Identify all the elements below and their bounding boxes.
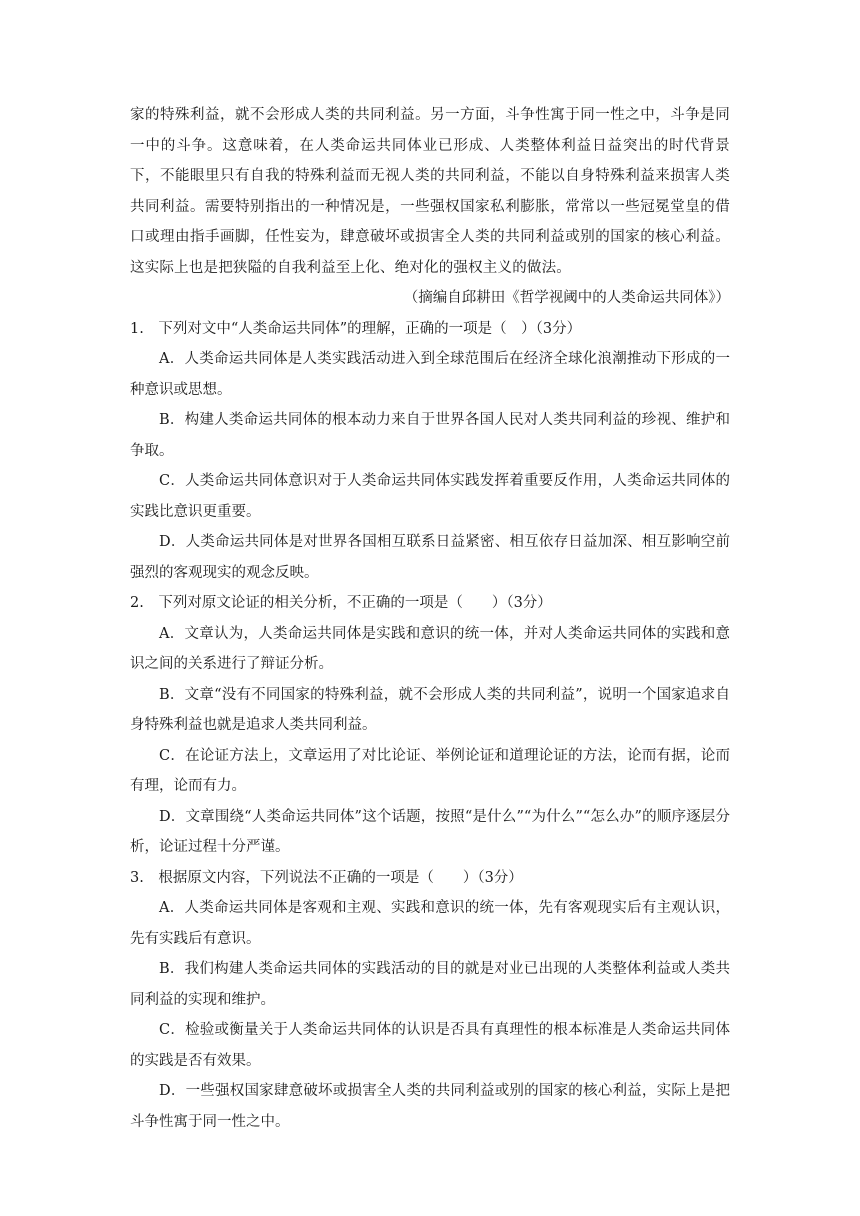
option-d: D．人类命运共同体是对世界各国相互联系日益紧密、相互依存日益加深、相互影响空前强烈的客观现实的观念反映。: [130, 534, 730, 581]
question-1: [130, 314, 730, 589]
option-c: C．人类命运共同体意识对于人类命运共同体实践发挥着重要反作用，人类命运共同体的实践比意识更重要。: [130, 473, 730, 520]
question-3: [130, 863, 730, 1138]
option-a: A．人类命运共同体是客观和主观、实践和意识的统一体，先有客观现实后有主观认识，先有实践后有意识。: [130, 900, 730, 947]
question-stem: 1. 下列对文中“人类命运共同体”的理解，正确的一项是（ ）（3分）: [130, 320, 582, 337]
option-d: D．文章围绕“人类命运共同体”这个话题，按照“是什么”“为什么”“怎么办”的顺序逐层分析，论证过程十分严谨。: [130, 808, 730, 855]
option-b: B．我们构建人类命运共同体的实践活动的目的就是对业已出现的人类整体利益或人类共同利益的实现和维护。: [130, 961, 730, 1008]
option-a: A．文章认为，人类命运共同体是实践和意识的统一体，并对人类命运共同体的实践和意识之间的关系进行了辩证分析。: [130, 625, 730, 672]
option-c: C．检验或衡量关于人类命运共同体的认识是否具有真理性的根本标准是人类命运共同体的实践是否有效果。: [130, 1022, 730, 1069]
option-d: D．一些强权国家肆意破坏或损害全人类的共同利益或别的国家的核心利益，实际上是把斗争性寓于同一性之中。: [130, 1083, 730, 1130]
question-stem: 3. 根据原文内容，下列说法不正确的一项是（ ）（3分）: [130, 869, 523, 886]
option-b: B．文章“没有不同国家的特殊利益，就不会形成人类的共同利益”，说明一个国家追求自身特殊利益也就是追求人类共同利益。: [130, 686, 730, 733]
option-b: B．构建人类命运共同体的根本动力来自于世界各国人民对人类共同利益的珍视、维护和争取。: [130, 412, 730, 459]
option-a: A．人类命运共同体是人类实践活动进入到全球范围后在经济全球化浪潮推动下形成的一种意识或思想。: [130, 351, 730, 398]
document-content: [130, 100, 730, 1137]
option-c: C．在论证方法上，文章运用了对比论证、举例论证和道理论证的方法，论而有据，论而有理，论而有力。: [130, 747, 730, 794]
question-2: [130, 588, 730, 863]
question-stem: 2. 下列对原文论证的相关分析，不正确的一项是（ ）（3分）: [130, 595, 552, 611]
passage-paragraph: 家的特殊利益，就不会形成人类的共同利益。另一方面，斗争性寓于同一性之中，斗争是同一中的斗争。这意味着，在人类命运共同体业已形成、人类整体利益日益突出的时代背景下，不能眼里只有自我的特殊利益而无视人类的共同利益，不能以自身特殊利益来损害人类共同利益。需要特别指出的一种情况是，一些强权国家私利膨胀，常常以一些冠冕堂皇的借口或理由指手画脚，任性妄为，肆意破坏或损害全人类的共同利益或别的国家的核心利益。这实际上也是把狭隘的自我利益至上化、绝对化的强权主义的做法。: [130, 107, 730, 276]
citation: （摘编自邱耕田《哲学视阈中的人类命运共同体》）: [403, 290, 730, 306]
